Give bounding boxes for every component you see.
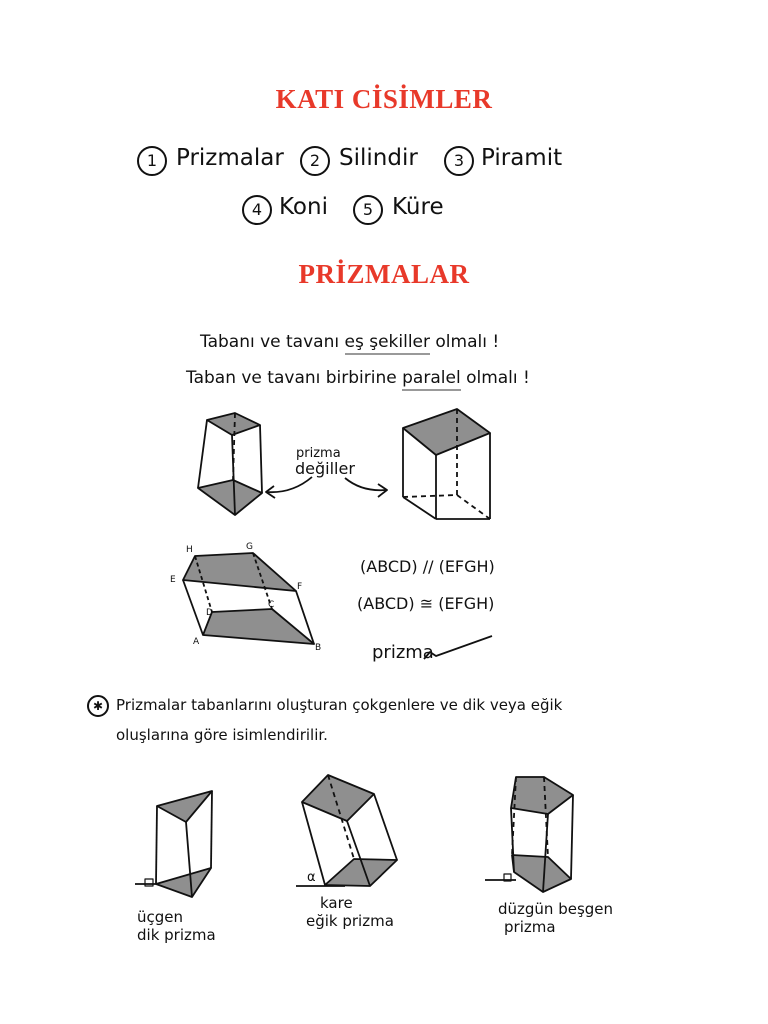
example-3-caption-line2: prizma <box>504 918 556 936</box>
vertex-label-e: E <box>170 575 176 585</box>
rule-1-pre: Tabanı ve tavanı <box>200 332 340 352</box>
type-koni: Koni <box>279 194 328 220</box>
vertex-label-f: F <box>297 582 303 592</box>
rule-2-pre: Taban ve tavanı birbirine <box>186 368 397 388</box>
vertex-label-c: C <box>268 600 275 610</box>
asterisk-marker: ✱ <box>87 695 109 717</box>
check-mark <box>424 636 492 659</box>
rule-1-key: eş şekiller <box>345 332 431 355</box>
example-2-caption-line2: eğik prizma <box>306 912 394 930</box>
number-badge-5: 5 <box>353 195 383 225</box>
not-prism-note-line1: prizma <box>296 446 341 461</box>
example-2-caption-line1: kare <box>320 894 353 912</box>
section-title: PRİZMALAR <box>298 259 470 289</box>
example-1-caption-line1: üçgen <box>137 908 184 926</box>
number-badge-2: 2 <box>300 146 330 176</box>
vertex-label-b: B <box>315 643 322 653</box>
vertex-label-a: A <box>193 637 200 647</box>
note-line-2: oluşlarına göre isimlendirilir. <box>116 726 328 744</box>
example-3-caption-line1: düzgün beşgen <box>498 900 614 918</box>
rule-2-key: paralel <box>402 368 461 391</box>
rule-2-post: olmalı ! <box>466 368 530 388</box>
example-1-caption-line2: dik prizma <box>137 926 216 944</box>
note-line-1: Prizmalar tabanlarını oluşturan çokgenlere ve dik veya eğik <box>116 696 563 714</box>
vertex-label-d: D <box>206 608 213 618</box>
number-badge-1: 1 <box>137 146 167 176</box>
rule-1-post: olmalı ! <box>435 332 500 352</box>
relation-congruent: (ABCD) ≅ (EFGH) <box>357 594 495 613</box>
labeled-prism-figure <box>183 553 314 644</box>
relation-parallel: (ABCD) // (EFGH) <box>360 557 495 576</box>
arrow-right <box>345 478 386 490</box>
example-2-angle-label: α <box>307 870 316 885</box>
non-prism-box-figure <box>403 409 490 519</box>
number-badge-3: 3 <box>444 146 474 176</box>
vertex-label-g: G <box>246 542 253 552</box>
triangular-prism-figure <box>135 791 212 897</box>
type-prizmalar: Prizmalar <box>176 145 284 171</box>
type-piramit: Piramit <box>481 145 563 171</box>
type-silindir: Silindir <box>339 145 418 171</box>
verdict-prizma: prizma <box>372 642 434 663</box>
type-kure: Küre <box>392 194 444 220</box>
arrow-left <box>266 477 312 492</box>
vertex-label-h: H <box>186 545 193 555</box>
number-badge-4: 4 <box>242 195 272 225</box>
non-prism-frustum-figure <box>198 413 262 515</box>
not-prism-note-line2: değiller <box>295 459 355 478</box>
page-title: KATI CİSİMLER <box>275 84 493 114</box>
pentagonal-prism-figure <box>485 777 573 892</box>
